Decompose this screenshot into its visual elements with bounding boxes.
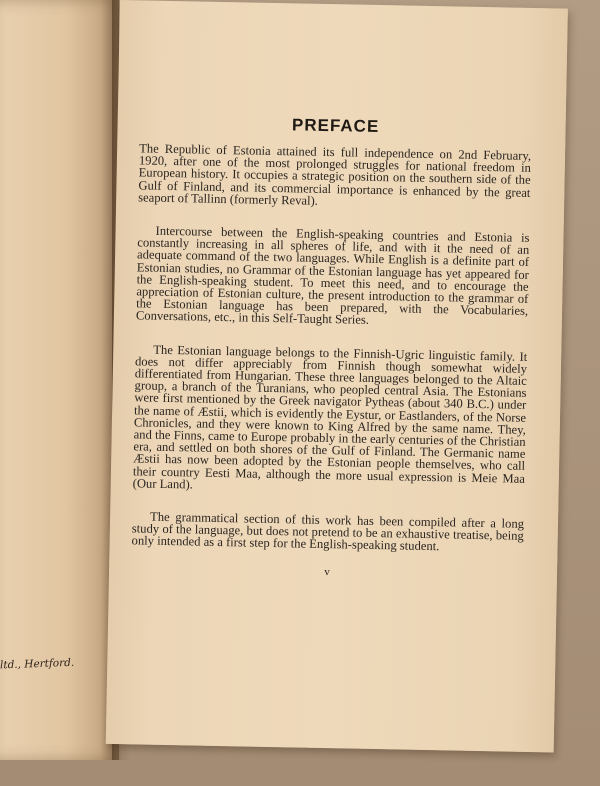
paragraph-language-family: The Estonian language belongs to the Finnish-Ugric linguistic family. It does not differ appreciably from Finnish though somewhat widely differentiated from Hungarian. These three languages belonged to the Altaic group, a branch of the Turanians, who peopled central Asia. The Estonians were first mentioned by the Greek navigator Pytheas (about 340 B.C.) under the name of Æstii, which is evidently the Eystur, or Eastlanders, of the Norse Chronicles, and they were known to King Alfred by the same name. They, and the Finns, came to Europe probably in the early centuries of the Christian era, and settled on both shores of the Gulf of Finland. The Germanic name Æstii has now been adopted by the Estonian people themselves, who call their country Eesti Maa, although the more usual expression is Meie Maa (Our Land). bbox=[132, 342, 528, 492]
paragraph-intercourse: Intercourse between the English-speaking countries and Estonia is constantly increasing in all spheres of life, and with it the need of an adequate command of the two languages. While English is a definite part of Estonian studies, no Grammar of the Estonian language has yet appeared for the English-speaking student. To meet this need, and to encourage the appreciation of Estonian culture, the present introduction to the grammar of the Estonian language has been prepared, with the Vocabularies, Conversations, etc., in this Self-Taught Series. bbox=[135, 223, 530, 328]
preface-content bbox=[131, 112, 532, 581]
paragraph-grammatical-section: The grammatical section of this work has been compiled after a long study of the language, but does not pretend to be an exhaustive treatise, being only intended as a first step for the English-speaking student. bbox=[131, 509, 525, 554]
left-page bbox=[0, 0, 119, 760]
page-number: v bbox=[324, 565, 330, 578]
page-title: PREFACE bbox=[291, 115, 380, 136]
right-page bbox=[106, 0, 568, 752]
printer-imprint: ltd., Hertford. bbox=[0, 656, 75, 672]
paragraph-independence: The Republic of Estonia attained its full independence on 2nd February, 1920, after one of the most prolonged struggles for national freedom in European history. It occupies a strategic position on the southern side of the Gulf of Finland, and its commercial importance is enhanced by the great seaport of Tallinn (formerly Reval). bbox=[138, 141, 532, 208]
